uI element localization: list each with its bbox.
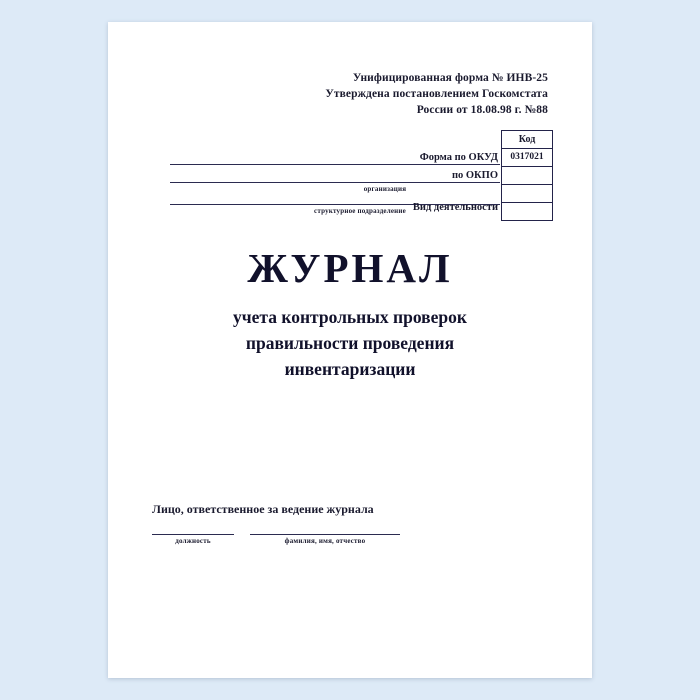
organization-rule-line-2 xyxy=(170,182,500,183)
code-table-header-row xyxy=(502,131,553,149)
page-title: ЖУРНАЛ xyxy=(247,245,453,291)
okud-label: Форма по ОКУД xyxy=(419,152,498,163)
page-subtitle-line-3: инвентаризации xyxy=(284,359,416,379)
document-sheet xyxy=(108,22,592,678)
position-signature-rule xyxy=(152,534,234,535)
okud-code-cell: 0317021 xyxy=(502,149,553,167)
responsible-person-caption: Лицо, ответственное за ведение журнала xyxy=(152,502,374,516)
code-table-row xyxy=(502,149,553,167)
activity-code-cell xyxy=(502,203,553,221)
okpo-label: по ОКПО xyxy=(451,170,498,181)
page-subtitle-line-1: учета контрольных проверок xyxy=(233,307,467,327)
activity-type-label: Вид деятельности xyxy=(412,202,498,213)
code-table xyxy=(501,130,553,221)
organization-field-label: организация xyxy=(363,185,407,193)
subdivision-field-label: структурное подразделение xyxy=(314,207,406,215)
code-table-row xyxy=(502,203,553,221)
form-header-line-2: Утверждена постановлением Госкомстата xyxy=(325,88,548,100)
page-subtitle xyxy=(150,304,550,382)
form-header-line-3: России от 18.08.98 г. №88 xyxy=(416,104,548,116)
code-table-row xyxy=(502,167,553,185)
okpo-code-cell xyxy=(502,167,553,185)
empty-code-cell xyxy=(502,185,553,203)
code-table-header-cell: Код xyxy=(502,131,553,149)
name-signature-rule xyxy=(250,534,400,535)
organization-rule-line xyxy=(170,164,500,165)
form-header-line-1: Унифицированная форма № ИНВ-25 xyxy=(352,72,548,84)
form-header-block xyxy=(108,70,548,118)
page-subtitle-line-2: правильности проведения xyxy=(245,333,455,353)
code-table-row xyxy=(502,185,553,203)
position-field-label: должность xyxy=(175,537,211,545)
name-field-label: фамилия, имя, отчество xyxy=(284,537,366,545)
